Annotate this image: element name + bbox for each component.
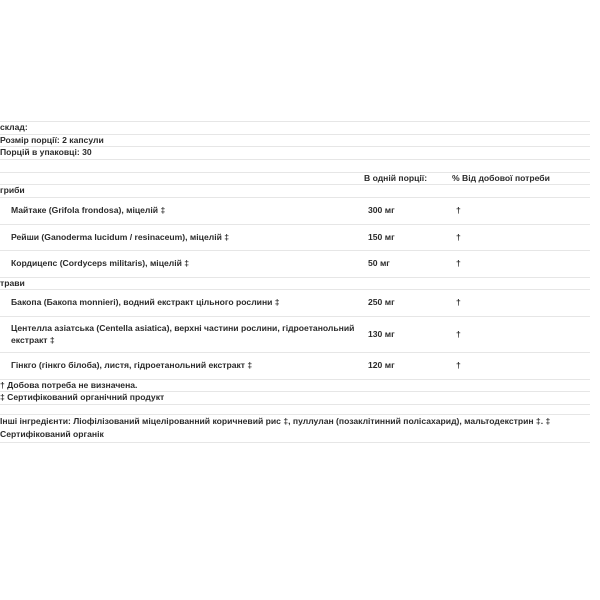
group-heading-herbs: трави: [0, 277, 590, 290]
serving-size-row: [0, 134, 590, 147]
panel-title: склад:: [0, 122, 590, 135]
footnote-daily-value-not-established: † Добова потреба не визначена.: [0, 379, 590, 392]
table-row: [0, 251, 590, 278]
spacer-row: [0, 159, 590, 172]
column-header-daily-value: % Від добової потреби: [452, 172, 590, 185]
ingredient-name: Бакопа (Бакопа monnieri), водний екстракт цільного рослини ‡: [0, 290, 364, 317]
serving-size-text: Розмір порції: 2 капсули: [0, 134, 590, 147]
table-bottom-rule-row: [0, 442, 590, 443]
table-row: [0, 316, 590, 352]
footnote-certified-organic: ‡ Сертифікований органічний продукт: [0, 392, 590, 405]
group-heading-row: [0, 185, 590, 198]
ingredient-amount: 150 мг: [364, 224, 452, 251]
ingredient-daily-value: †: [452, 224, 590, 251]
ingredient-name: Майтаке (Grifola frondosa), міцелій ‡: [0, 197, 364, 224]
other-ingredients-text: Інші інгредієнти: Ліофілізований міцелірованний коричневий рис ‡, пуллулан (позаклітинний полісахарид), мальтодекстрин ‡. ‡ Сертифікований органік: [0, 414, 590, 442]
ingredient-daily-value: †: [452, 197, 590, 224]
ingredient-name: Гінкго (гінкго білоба), листя, гідроетанольний екстракт ‡: [0, 353, 364, 380]
table-bottom-rule: [0, 442, 590, 443]
ingredient-name: Кордицепс (Cordyceps militaris), міцелій ‡: [0, 251, 364, 278]
supplement-facts-panel: [0, 121, 600, 443]
footnote-row: [0, 392, 590, 405]
ingredient-daily-value: †: [452, 290, 590, 317]
ingredient-daily-value: †: [452, 251, 590, 278]
ingredient-amount: 130 мг: [364, 316, 452, 352]
ingredient-daily-value: †: [452, 316, 590, 352]
table-row: [0, 224, 590, 251]
ingredient-amount: 300 мг: [364, 197, 452, 224]
ingredient-daily-value: †: [452, 353, 590, 380]
servings-per-container-text: Порцій в упаковці: 30: [0, 147, 590, 160]
column-header-name: [0, 172, 364, 185]
ingredient-name: Центелла азіатська (Centella asiatica), верхні частини рослини, гідроетанольний екстракт ‡: [0, 316, 364, 352]
table-header-row: [0, 172, 590, 185]
panel-title-row: [0, 122, 590, 135]
ingredient-amount: 120 мг: [364, 353, 452, 380]
table-row: [0, 290, 590, 317]
spacer-cell: [0, 159, 590, 172]
group-heading-mushrooms: гриби: [0, 185, 590, 198]
table-row: [0, 353, 590, 380]
column-header-amount: В одній порції:: [364, 172, 452, 185]
footnote-row: [0, 379, 590, 392]
ingredient-name: Рейши (Ganoderma lucidum / resinaceum), міцелій ‡: [0, 224, 364, 251]
other-ingredients-row: [0, 414, 590, 442]
footnote-gap-cell: [0, 404, 590, 414]
ingredient-amount: 250 мг: [364, 290, 452, 317]
supplement-facts-table: [0, 121, 590, 443]
servings-per-container-row: [0, 147, 590, 160]
table-row: [0, 197, 590, 224]
footnote-gap-row: [0, 404, 590, 414]
ingredient-amount: 50 мг: [364, 251, 452, 278]
group-heading-row: [0, 277, 590, 290]
